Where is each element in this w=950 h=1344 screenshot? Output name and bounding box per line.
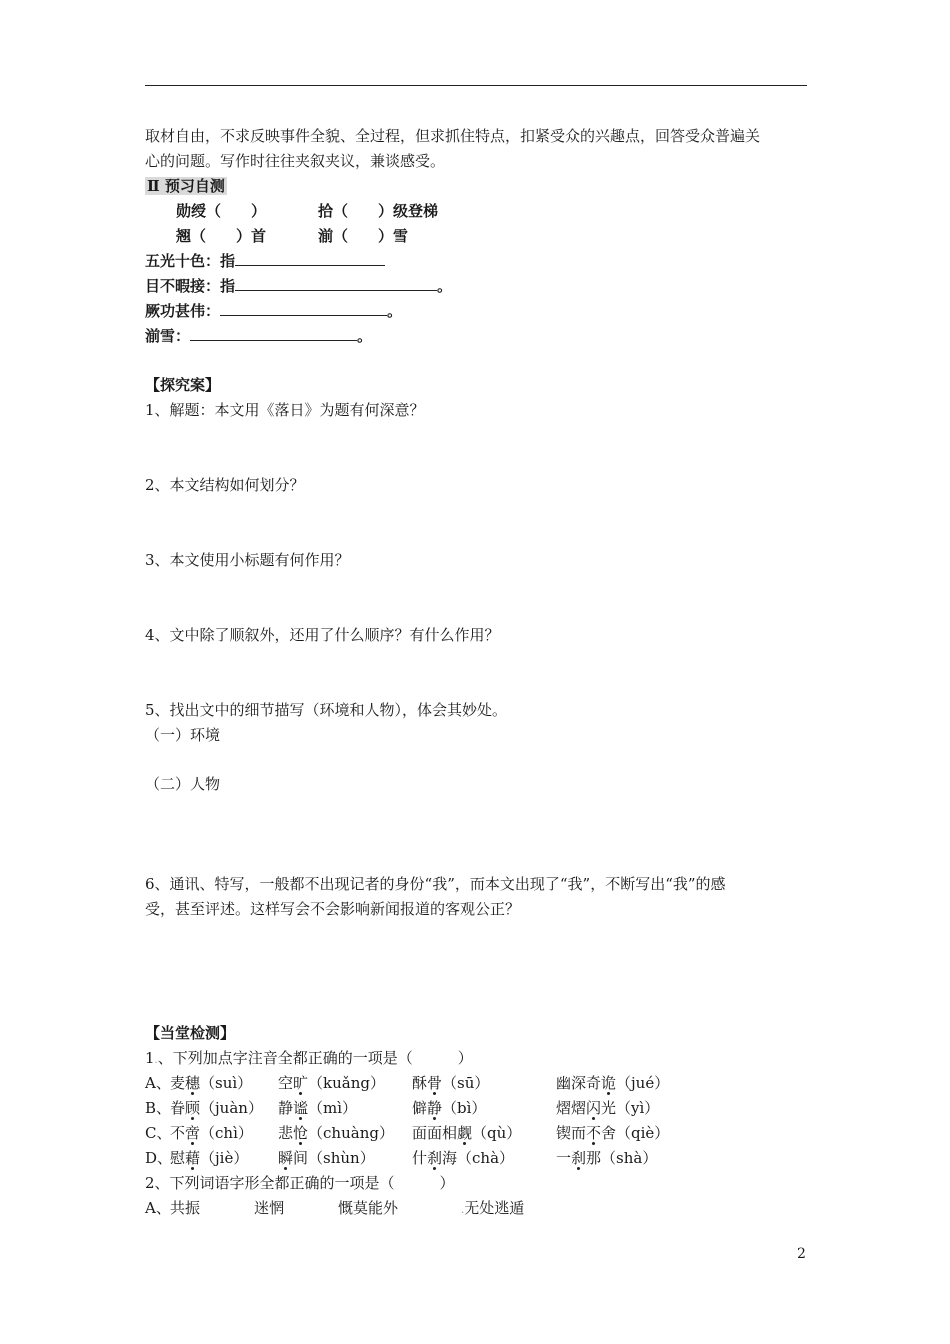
option-item-pinyin: 间（shùn）	[293, 1149, 375, 1167]
q1-option-item	[412, 1146, 514, 1170]
q1-option-item	[412, 1121, 521, 1145]
preview-item-2a: 翘（ ）首	[176, 227, 267, 245]
option-item-pinyin: （qiè）	[616, 1124, 670, 1142]
q1-option-label: A、	[145, 1074, 171, 1092]
q2-option-a-word-4-text: 无处逃遁	[464, 1199, 525, 1217]
explore-question-6-line-2: 受，甚至评述。这样写会不会影响新闻报道的客观公正？	[145, 900, 521, 918]
q2-option-a-label: A、	[145, 1199, 171, 1217]
option-item-prefix: 慰	[170, 1149, 186, 1167]
preview-item-1a: 勋绶（ ）	[176, 202, 267, 220]
fill-label-3: 厥功甚伟：	[145, 302, 221, 320]
option-item-pinyin: （juàn）	[200, 1099, 263, 1117]
option-item-pinyin: （chuàng）	[308, 1124, 394, 1142]
q1-option-label: C、	[145, 1124, 172, 1142]
option-item-dotted-char: 诡	[601, 1074, 617, 1092]
check-mark-icon: .	[154, 1055, 158, 1066]
option-item-pinyin: （mì）	[308, 1099, 358, 1117]
option-item-prefix: 面面相	[412, 1124, 458, 1142]
q1-option-item	[412, 1071, 489, 1095]
option-item-pinyin: 那（shà）	[586, 1149, 658, 1167]
intro-line-1: 取材自由，不求反映事件全貌、全过程，但求抓住特点，扣紧受众的兴趣点，回答受众普遍关	[145, 127, 761, 145]
option-item-dotted-char: 藉	[185, 1149, 201, 1167]
fill-line-1	[145, 249, 385, 273]
q1-option-item	[556, 1121, 669, 1145]
option-item-dotted-char: 骨	[427, 1074, 443, 1092]
fill-label-4: 湔雪：	[145, 327, 191, 345]
explore-question-5-people: （二）人物	[145, 775, 221, 793]
preview-heading	[145, 174, 227, 198]
fill-end-2: 。	[437, 277, 453, 295]
q1-option-item	[170, 1121, 253, 1145]
option-item-prefix: 熠	[556, 1099, 572, 1117]
option-item-prefix: 酥	[412, 1074, 428, 1092]
option-item-dotted-char: 熠闪光	[571, 1099, 617, 1117]
explore-question-4: 4、文中除了顺叙外，还用了什么顺序？有什么作用？	[145, 626, 500, 644]
q1-option-item	[556, 1071, 669, 1095]
option-item-pinyin: （qù）	[472, 1124, 522, 1142]
check-mark-icon: .	[461, 1205, 465, 1216]
option-item-prefix: 不	[170, 1124, 186, 1142]
q1-option-item	[412, 1096, 486, 1120]
preview-item-1b: 拾（ ）级登梯	[318, 202, 439, 220]
test-question-2: 2、下列词语字形全都正确的一项是（ ）	[145, 1174, 455, 1192]
explore-question-3: 3、本文使用小标题有何作用？	[145, 551, 350, 569]
explore-question-2: 2、本文结构如何划分？	[145, 476, 305, 494]
test-heading: 【当堂检测】	[145, 1024, 236, 1042]
option-item-pinyin: （sū）	[442, 1074, 490, 1092]
option-item-dotted-char: 啻	[185, 1124, 201, 1142]
option-item-prefix: 悲	[278, 1124, 294, 1142]
option-item-dotted-char: 觑	[457, 1124, 473, 1142]
option-item-dotted-char: 旷	[293, 1074, 309, 1092]
fill-blank-2	[235, 275, 437, 291]
option-item-dotted-char: 谧	[293, 1099, 309, 1117]
q1-option-item	[170, 1146, 248, 1170]
fill-label-2: 目不暇接：指	[145, 277, 236, 295]
test-question-1-text: 、下列加点字注音全都正确的一项是（ ）	[157, 1049, 473, 1067]
fill-blank-4	[190, 325, 357, 341]
q1-option-item	[556, 1146, 657, 1170]
option-item-pinyin: （bì）	[442, 1099, 487, 1117]
fill-blank-1	[235, 250, 385, 266]
fill-end-3: 。	[387, 302, 403, 320]
option-item-prefix: 什	[412, 1149, 428, 1167]
option-item-dotted-char: 怆	[293, 1124, 309, 1142]
option-item-pinyin: （jiè）	[200, 1149, 249, 1167]
preview-heading-text: Ⅱ 预习自测	[147, 177, 225, 195]
option-item-dotted-char: 静	[427, 1099, 443, 1117]
option-item-dotted-char: 瞬	[278, 1149, 294, 1167]
option-item-prefix: 麦	[170, 1074, 186, 1092]
fill-label-1: 五光十色：指	[145, 252, 236, 270]
option-item-prefix: 锲	[556, 1124, 572, 1142]
intro-paragraph	[145, 124, 809, 174]
explore-heading: 【探究案】	[145, 376, 221, 394]
fill-line-4	[145, 324, 372, 348]
explore-question-6	[145, 872, 809, 922]
fill-line-3	[145, 299, 402, 323]
explore-question-5-env: （一）环境	[145, 726, 221, 744]
q2-option-a-word-3: 慨莫能外	[338, 1199, 399, 1217]
q1-option-label: D、	[145, 1149, 173, 1167]
option-item-prefix: 一	[556, 1149, 572, 1167]
q1-option-item	[278, 1071, 385, 1095]
q1-option-item	[170, 1096, 263, 1120]
option-item-dotted-char: 穗	[185, 1074, 201, 1092]
option-item-dotted-char: 刹	[427, 1149, 443, 1167]
header-rule	[145, 85, 807, 86]
q1-option-label: B、	[145, 1099, 172, 1117]
q1-option-item	[278, 1121, 394, 1145]
option-item-pinyin: （yì）	[616, 1099, 660, 1117]
option-item-pinyin: （suì）	[200, 1074, 253, 1092]
q1-option-item	[278, 1146, 375, 1170]
option-item-prefix: 幽深奇	[556, 1074, 602, 1092]
option-item-pinyin: （kuǎng）	[308, 1074, 385, 1092]
q1-option-item	[170, 1071, 252, 1095]
preview-item-2b: 湔（ ）雪	[318, 227, 409, 245]
fill-blank-3	[220, 300, 387, 316]
option-item-pinyin: （jué）	[616, 1074, 670, 1092]
option-item-dotted-char: 顾	[185, 1099, 201, 1117]
option-item-pinyin: （chì）	[200, 1124, 253, 1142]
fill-line-2	[145, 274, 452, 298]
page-number: 2	[797, 1246, 806, 1262]
option-item-prefix: 僻	[412, 1099, 428, 1117]
intro-line-2: 心的问题。写作时往往夹叙夹议，兼谈感受。	[145, 152, 446, 170]
option-item-prefix: 眷	[170, 1099, 186, 1117]
test-question-1	[145, 1046, 473, 1073]
test-question-1-number: 1	[145, 1049, 155, 1067]
q1-option-item	[278, 1096, 357, 1120]
q2-option-a-word-4	[461, 1196, 524, 1223]
q1-option-item	[556, 1096, 659, 1120]
option-item-prefix: 空	[278, 1074, 294, 1092]
explore-question-5: 5、找出文中的细节描写（环境和人物），体会其妙处。	[145, 701, 508, 719]
option-item-prefix: 静	[278, 1099, 294, 1117]
option-item-dotted-char: 而不舍	[571, 1124, 617, 1142]
option-item-pinyin: 海（chà）	[442, 1149, 515, 1167]
explore-question-1: 1、解题：本文用《落日》为题有何深意？	[145, 401, 425, 419]
explore-question-6-line-1: 6、通讯、特写，一般都不出现记者的身份“我”，而本文出现了“我”，不断写出“我”的感	[145, 875, 726, 893]
q2-option-a-word-2: 迷惘	[254, 1199, 285, 1217]
option-item-dotted-char: 刹	[571, 1149, 587, 1167]
q2-option-a-word-1: 共振	[170, 1199, 201, 1217]
fill-end-4: 。	[357, 327, 373, 345]
